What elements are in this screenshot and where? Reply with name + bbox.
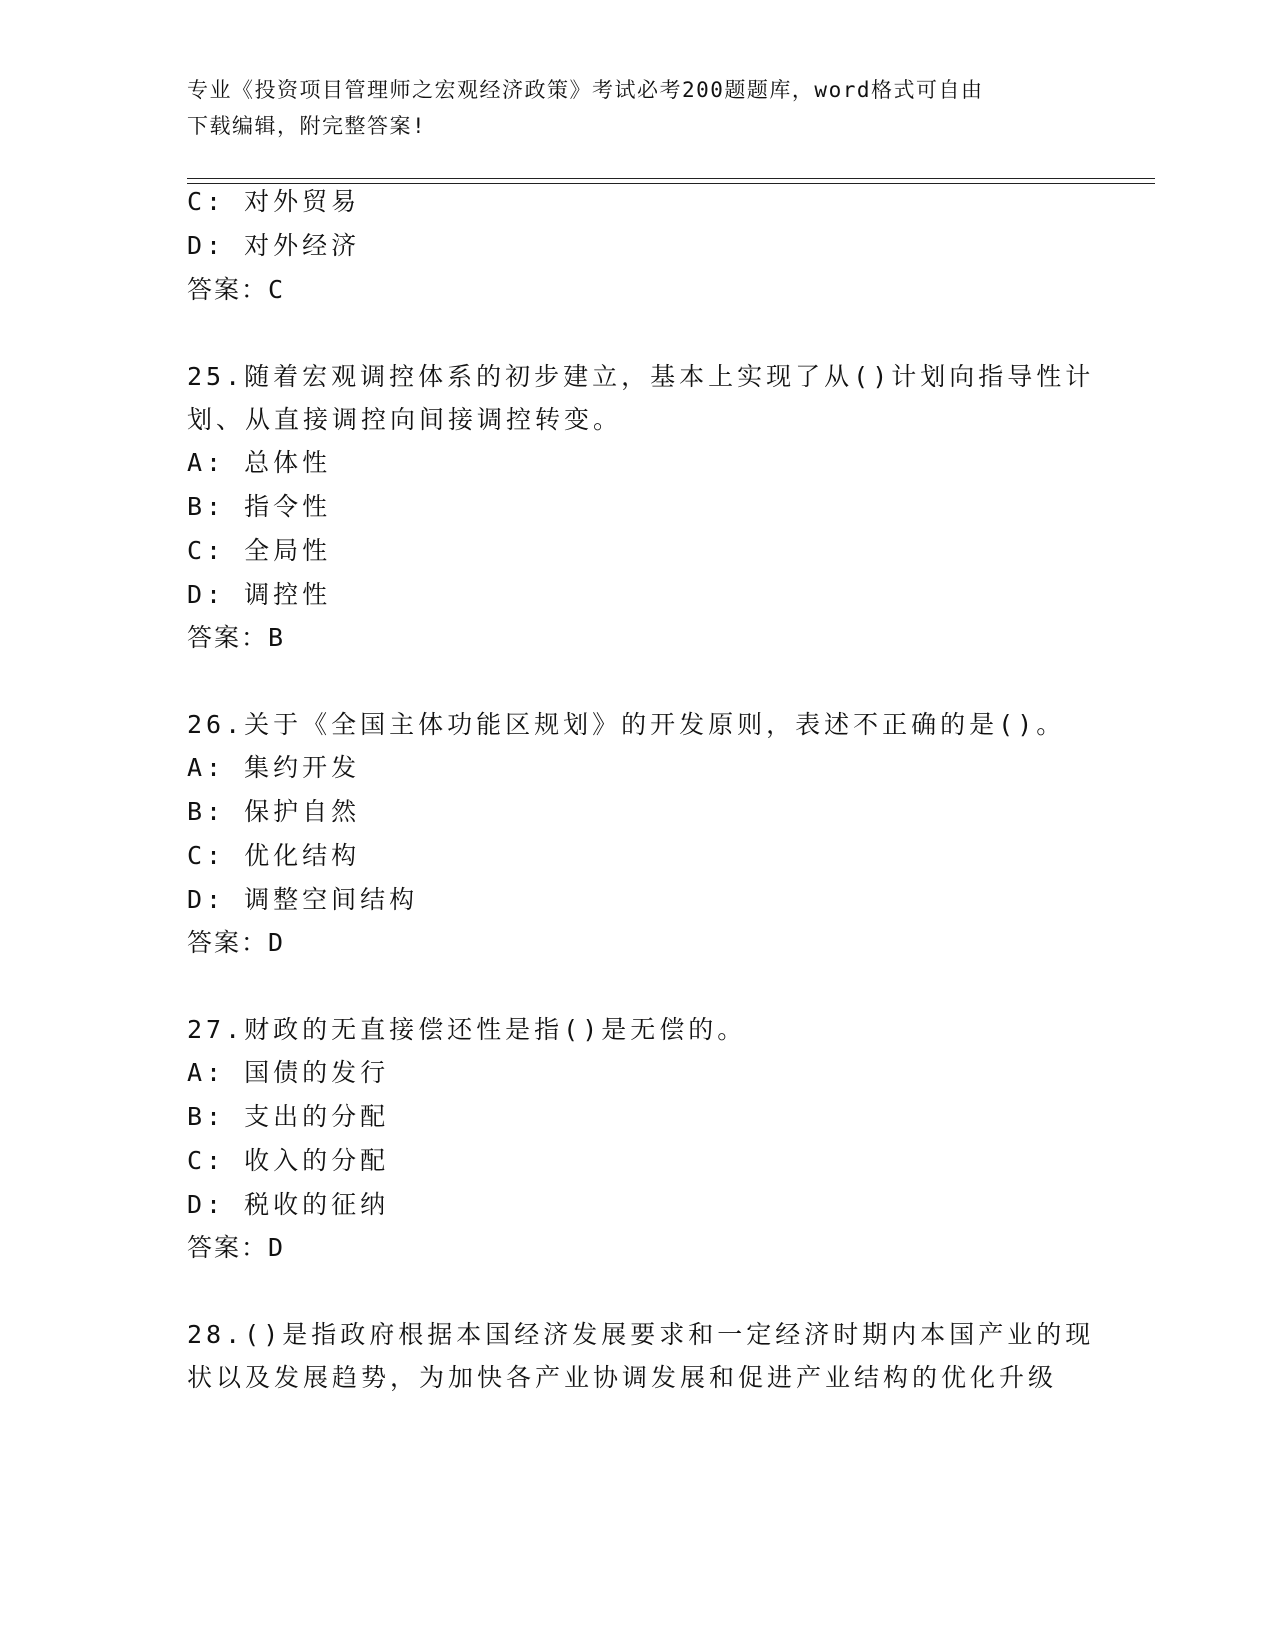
header-divider-bottom [187, 183, 1155, 184]
header-line-1: 专业《投资项目管理师之宏观经济政策》考试必考200题题库，word格式可自由 [187, 78, 984, 102]
answer-line: 答案：C [187, 275, 286, 304]
question-stem: 27.财政的无直接偿还性是指()是无偿的。 [187, 1015, 747, 1044]
option-b: B: 支出的分配 [187, 1102, 390, 1131]
question-stem: 26.关于《全国主体功能区规划》的开发原则，表述不正确的是()。 [187, 710, 1066, 739]
option-a: A: 国债的发行 [187, 1058, 390, 1087]
question-stem: 28.()是指政府根据本国经济发展要求和一定经济时期内本国产业的现 [187, 1320, 1095, 1349]
question-stem: 25.随着宏观调控体系的初步建立，基本上实现了从()计划向指导性计 [187, 362, 1095, 391]
question-stem: 划、从直接调控向间接调控转变。 [187, 405, 623, 434]
document-header [187, 72, 1067, 144]
header-line-2: 下载编辑，附完整答案! [187, 114, 427, 138]
option-d: D: 税收的征纳 [187, 1190, 390, 1219]
question-stem: 状以及发展趋势，为加快各产业协调发展和促进产业结构的优化升级 [187, 1363, 1058, 1392]
option-d: D: 调控性 [187, 580, 332, 609]
option-d: D: 调整空间结构 [187, 885, 419, 914]
header-divider-top [187, 178, 1155, 179]
option-d: D: 对外经济 [187, 231, 361, 260]
option-c: C: 优化结构 [187, 841, 361, 870]
option-c: C: 对外贸易 [187, 187, 361, 216]
option-b: B: 保护自然 [187, 797, 361, 826]
option-a: A: 总体性 [187, 448, 332, 477]
option-b: B: 指令性 [187, 492, 332, 521]
option-c: C: 收入的分配 [187, 1146, 390, 1175]
answer-line: 答案：B [187, 623, 286, 652]
answer-line: 答案：D [187, 928, 286, 957]
option-c: C: 全局性 [187, 536, 332, 565]
answer-line: 答案：D [187, 1233, 286, 1262]
option-a: A: 集约开发 [187, 753, 361, 782]
